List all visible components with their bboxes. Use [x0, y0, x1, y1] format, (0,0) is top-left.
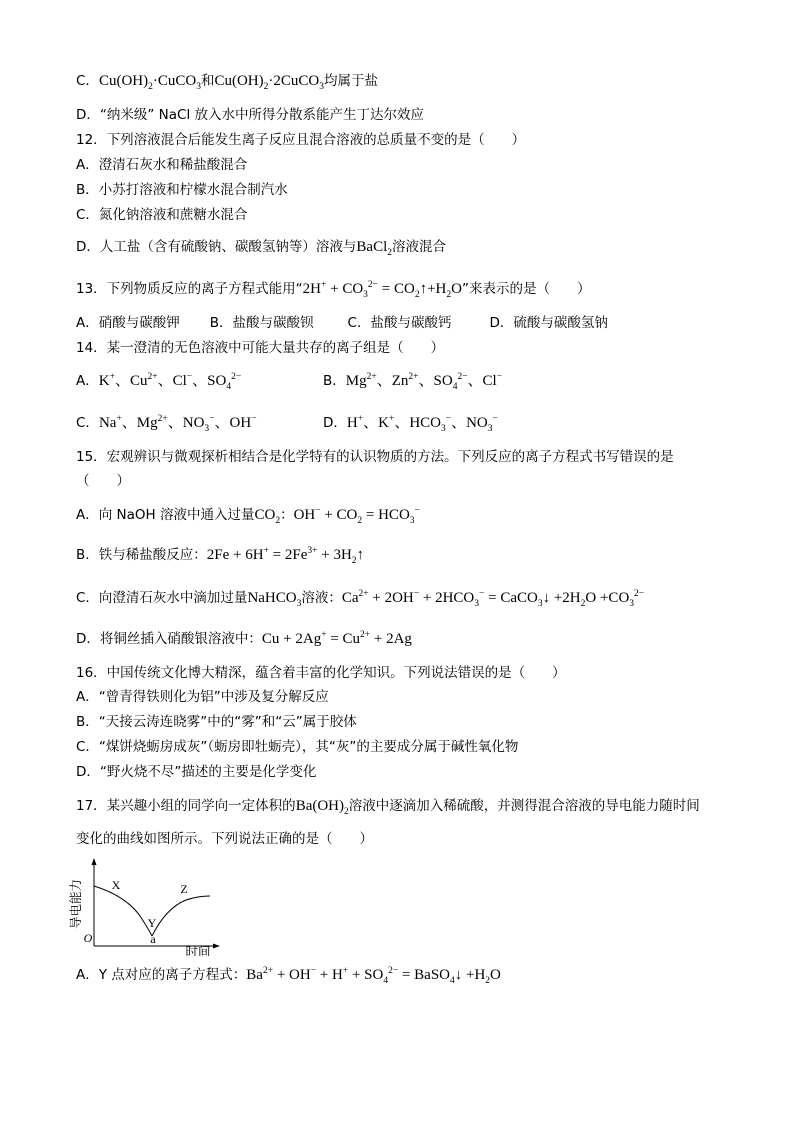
q15-option-c: C．向澄清石灰水中滴加过量NaHCO$_3$溶液：$Ca^{2+} + 2OH^- + 2HCO_3^-$ = CaCO$_3$↓ $+2H_2O +CO_3^{2-}$ [76, 589, 645, 609]
conductivity-graph [66, 856, 226, 956]
q14-stem: 14．某一澄清的无色溶液中可能大量共存的离子组是（ ） [76, 340, 445, 356]
q12-stem: 12．下列溶液混合后能发生离子反应且混合溶液的总质量不变的是（ ） [76, 132, 526, 148]
q12-option-b: B．小苏打溶液和柠檬水混合制汽水 [76, 182, 288, 198]
q12-option-a: A．澄清石灰水和稀盐酸混合 [76, 157, 248, 173]
q13-option-d: D．硫酸与碳酸氢钠 [489, 315, 608, 331]
q13-option-b: B．盐酸与碳酸钡 [209, 315, 314, 331]
q11-option-d: D．“纳米级” NaCl 放入水中所得分散系能产生丁达尔效应 [76, 107, 425, 123]
q16-option-d: D．“野火烧不尽”描述的主要是化学变化 [76, 764, 317, 780]
q11-option-c: C．$Cu(OH)_2\cdot CuCO_3$和$Cu(OH)_2\cdot 2CuCO_3$均属于盐 [76, 73, 378, 92]
q13-option-c: C．盐酸与碳酸钙 [347, 315, 452, 331]
q17-stem-line1: 17．某兴趣小组的同学向一定体积的$Ba(OH)_2$溶液中逐滴加入稀硫酸，并测得混合溶液的导电能力随时间 [76, 798, 700, 817]
q14-row-cd: C．Na+、$Mg^{2+}$、$NO_3^-$、OH− D．H+、K+、$HCO_3^-$、$NO_3^-$ [76, 414, 498, 434]
q15-option-a: A．向 NaOH 溶液中通入过量$CO_2$：$OH^- + CO_2 = HCO_3^-$ [76, 506, 420, 526]
q17-stem-line2: 变化的曲线如图所示。下列说法正确的是（ ） [76, 831, 373, 847]
q15-option-d: D．将铜丝插入硝酸银溶液中：$Cu + 2Ag^+ = Cu^{2+} + 2Ag$ [76, 630, 412, 647]
q14-option-c: C． [76, 415, 99, 431]
conductivity-curve-fall [94, 886, 152, 936]
q16-option-b: B．“天接云涛连晓雾”中的“雾”和“云”属于胶体 [76, 714, 357, 730]
tick-a-label: a [150, 932, 156, 946]
q16-option-a: A．“曾青得铁则化为铝”中涉及复分解反应 [76, 689, 329, 705]
q14-option-a: A． [76, 373, 99, 389]
point-z-label: Z [180, 882, 188, 896]
q14-row-ab: A．K+、$Cu^{2+}$、Cl−、$SO_4^{2-}$ B．$Mg^{2+}$、$Zn^{2+}$、$SO_4^{2-}$、Cl− [76, 372, 503, 392]
q15-option-b: B．铁与稀盐酸反应：$2Fe + 6H^+ = 2Fe^{3+}$ + $3H_2↑$ [76, 546, 365, 566]
q16-option-c: C．“煤饼烧蛎房成灰”（蛎房即牡蛎壳），其“灰”的主要成分属于碱性氧化物 [76, 739, 519, 755]
conductivity-graph-svg [66, 856, 226, 956]
y-axis-arrow [92, 858, 97, 865]
q12-option-d: D．人工盐（含有硫酸钠、碳酸氢钠等）溶液与BaCl$_2$溶液混合 [76, 239, 446, 258]
x-axis-label: 时间 [185, 944, 211, 956]
conductivity-curve-rise [152, 896, 210, 936]
q15-paren: （ ） [76, 473, 130, 489]
q15-stem: 15．宏观辨识与微观探析相结合是化学特有的认识物质的方法。下列反应的离子方程式书写错误的是 [76, 449, 674, 465]
q14-option-d: D． [323, 415, 347, 431]
q13-options [76, 314, 608, 332]
point-x-label: X [111, 878, 121, 892]
q13-option-a: A．硝酸与碳酸钾 [76, 315, 180, 331]
q12-option-c: C．氮化钠溶液和蔗糖水混合 [76, 207, 248, 223]
q17-option-a: A．Y 点对应的离子方程式：$Ba^{2+} + OH^- + H^+ + SO_4^{2-}$ = BaSO$_4$↓ $+H_2O$ [76, 966, 501, 986]
point-y-label: Y [147, 916, 157, 930]
q14-option-b: B． [323, 373, 346, 389]
y-axis-label: 导电能力 [68, 878, 83, 930]
x-axis-arrow [213, 944, 220, 949]
q13-stem: 13．下列物质反应的离子方程式能用“$2H^+ + CO_3^{2-}$ = $CO_2↑+H_2O$”来表示的是（ ） [76, 280, 591, 300]
origin-label: O [83, 931, 93, 945]
q16-stem: 16．中国传统文化博大精深，蕴含着丰富的化学知识。下列说法错误的是（ ） [76, 665, 566, 681]
